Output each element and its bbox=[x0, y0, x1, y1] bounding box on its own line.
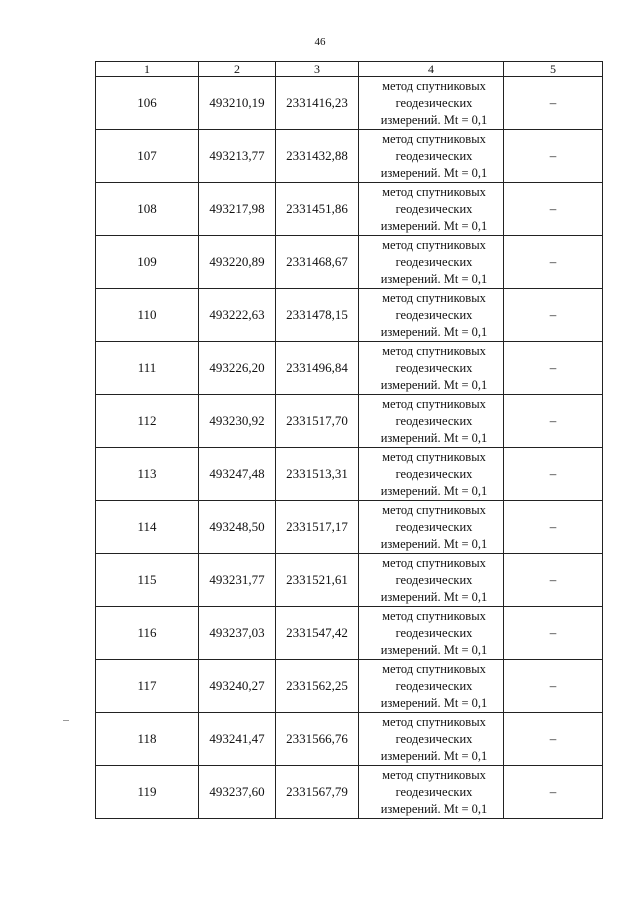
x-coordinate-cell: 493237,03 bbox=[199, 607, 276, 660]
method-cell bbox=[359, 448, 504, 501]
note-cell: – bbox=[504, 501, 603, 554]
method-line: метод спутниковых bbox=[382, 502, 486, 517]
method-cell bbox=[359, 183, 504, 236]
method-line: измерений. Mt = 0,1 bbox=[380, 271, 488, 286]
method-line: измерений. Mt = 0,1 bbox=[380, 165, 488, 180]
x-coordinate-cell: 493210,19 bbox=[199, 77, 276, 130]
point-number-cell: 114 bbox=[96, 501, 199, 554]
note-cell: – bbox=[504, 607, 603, 660]
method-line: геодезических bbox=[395, 678, 473, 693]
method-cell bbox=[359, 77, 504, 130]
method-line: метод спутниковых bbox=[382, 290, 486, 305]
note-cell: – bbox=[504, 554, 603, 607]
method-line: метод спутниковых bbox=[382, 555, 486, 570]
method-line: метод спутниковых bbox=[382, 396, 486, 411]
method-cell bbox=[359, 766, 504, 819]
point-number-cell: 116 bbox=[96, 607, 199, 660]
method-line: измерений. Mt = 0,1 bbox=[380, 324, 488, 339]
x-coordinate-cell: 493231,77 bbox=[199, 554, 276, 607]
method-line: измерений. Mt = 0,1 bbox=[380, 695, 488, 710]
note-cell: – bbox=[504, 130, 603, 183]
method-line: измерений. Mt = 0,1 bbox=[380, 642, 488, 657]
note-cell: – bbox=[504, 183, 603, 236]
point-number-cell: 109 bbox=[96, 236, 199, 289]
method-line: метод спутниковых bbox=[382, 608, 486, 623]
method-line: измерений. Mt = 0,1 bbox=[380, 112, 488, 127]
x-coordinate-cell: 493222,63 bbox=[199, 289, 276, 342]
table-row bbox=[96, 766, 603, 819]
point-number-cell: 115 bbox=[96, 554, 199, 607]
y-coordinate-cell: 2331451,86 bbox=[276, 183, 359, 236]
y-coordinate-cell: 2331496,84 bbox=[276, 342, 359, 395]
method-line: метод спутниковых bbox=[382, 237, 486, 252]
method-line: геодезических bbox=[395, 625, 473, 640]
method-cell bbox=[359, 607, 504, 660]
table-body bbox=[96, 77, 603, 819]
method-line: измерений. Mt = 0,1 bbox=[380, 536, 488, 551]
table-row bbox=[96, 289, 603, 342]
y-coordinate-cell: 2331547,42 bbox=[276, 607, 359, 660]
method-line: геодезических bbox=[395, 148, 473, 163]
method-line: геодезических bbox=[395, 466, 473, 481]
point-number-cell: 110 bbox=[96, 289, 199, 342]
note-cell: – bbox=[504, 660, 603, 713]
column-header-1: 1 bbox=[96, 62, 199, 77]
x-coordinate-cell: 493230,92 bbox=[199, 395, 276, 448]
point-number-cell: 108 bbox=[96, 183, 199, 236]
method-line: метод спутниковых bbox=[382, 714, 486, 729]
y-coordinate-cell: 2331432,88 bbox=[276, 130, 359, 183]
point-number-cell: 113 bbox=[96, 448, 199, 501]
method-line: геодезических bbox=[395, 572, 473, 587]
x-coordinate-cell: 493248,50 bbox=[199, 501, 276, 554]
point-number-cell: 119 bbox=[96, 766, 199, 819]
table-header-row bbox=[96, 62, 603, 77]
method-line: геодезических bbox=[395, 784, 473, 799]
y-coordinate-cell: 2331521,61 bbox=[276, 554, 359, 607]
method-cell bbox=[359, 236, 504, 289]
page-number: 46 bbox=[314, 36, 326, 48]
method-line: геодезических bbox=[395, 519, 473, 534]
table-row bbox=[96, 236, 603, 289]
table-row bbox=[96, 713, 603, 766]
point-number-cell: 118 bbox=[96, 713, 199, 766]
table-row bbox=[96, 77, 603, 130]
point-number-cell: 111 bbox=[96, 342, 199, 395]
table-row bbox=[96, 501, 603, 554]
x-coordinate-cell: 493237,60 bbox=[199, 766, 276, 819]
column-header-2: 2 bbox=[199, 62, 276, 77]
method-cell bbox=[359, 554, 504, 607]
y-coordinate-cell: 2331566,76 bbox=[276, 713, 359, 766]
x-coordinate-cell: 493217,98 bbox=[199, 183, 276, 236]
method-line: метод спутниковых bbox=[382, 78, 486, 93]
column-header-3: 3 bbox=[276, 62, 359, 77]
method-line: геодезических bbox=[395, 254, 473, 269]
method-line: геодезических bbox=[395, 201, 473, 216]
method-line: геодезических bbox=[395, 413, 473, 428]
method-line: измерений. Mt = 0,1 bbox=[380, 377, 488, 392]
point-number-cell: 106 bbox=[96, 77, 199, 130]
method-cell bbox=[359, 342, 504, 395]
x-coordinate-cell: 493226,20 bbox=[199, 342, 276, 395]
table-row bbox=[96, 130, 603, 183]
x-coordinate-cell: 493240,27 bbox=[199, 660, 276, 713]
note-cell: – bbox=[504, 395, 603, 448]
method-cell bbox=[359, 713, 504, 766]
y-coordinate-cell: 2331468,67 bbox=[276, 236, 359, 289]
method-line: метод спутниковых bbox=[382, 131, 486, 146]
note-cell: – bbox=[504, 236, 603, 289]
method-line: измерений. Mt = 0,1 bbox=[380, 748, 488, 763]
method-line: метод спутниковых bbox=[382, 449, 486, 464]
x-coordinate-cell: 493220,89 bbox=[199, 236, 276, 289]
method-line: метод спутниковых bbox=[382, 343, 486, 358]
point-number-cell: 107 bbox=[96, 130, 199, 183]
table-row bbox=[96, 342, 603, 395]
method-line: измерений. Mt = 0,1 bbox=[380, 589, 488, 604]
margin-mark bbox=[63, 720, 69, 721]
y-coordinate-cell: 2331562,25 bbox=[276, 660, 359, 713]
table-row bbox=[96, 660, 603, 713]
x-coordinate-cell: 493241,47 bbox=[199, 713, 276, 766]
note-cell: – bbox=[504, 448, 603, 501]
coordinates-table bbox=[95, 61, 603, 819]
method-line: метод спутниковых bbox=[382, 184, 486, 199]
method-line: геодезических bbox=[395, 307, 473, 322]
note-cell: – bbox=[504, 77, 603, 130]
column-header-5: 5 bbox=[504, 62, 603, 77]
method-line: геодезических bbox=[395, 360, 473, 375]
y-coordinate-cell: 2331517,70 bbox=[276, 395, 359, 448]
table-row bbox=[96, 448, 603, 501]
x-coordinate-cell: 493247,48 bbox=[199, 448, 276, 501]
method-cell bbox=[359, 130, 504, 183]
x-coordinate-cell: 493213,77 bbox=[199, 130, 276, 183]
method-line: измерений. Mt = 0,1 bbox=[380, 483, 488, 498]
method-line: метод спутниковых bbox=[382, 661, 486, 676]
note-cell: – bbox=[504, 289, 603, 342]
note-cell: – bbox=[504, 713, 603, 766]
method-line: геодезических bbox=[395, 731, 473, 746]
method-cell bbox=[359, 660, 504, 713]
point-number-cell: 112 bbox=[96, 395, 199, 448]
method-cell bbox=[359, 395, 504, 448]
y-coordinate-cell: 2331478,15 bbox=[276, 289, 359, 342]
table-row bbox=[96, 395, 603, 448]
table-row bbox=[96, 183, 603, 236]
y-coordinate-cell: 2331416,23 bbox=[276, 77, 359, 130]
method-line: измерений. Mt = 0,1 bbox=[380, 218, 488, 233]
method-line: метод спутниковых bbox=[382, 767, 486, 782]
method-cell bbox=[359, 501, 504, 554]
table-row bbox=[96, 554, 603, 607]
note-cell: – bbox=[504, 766, 603, 819]
column-header-4: 4 bbox=[359, 62, 504, 77]
method-line: измерений. Mt = 0,1 bbox=[380, 430, 488, 445]
y-coordinate-cell: 2331513,31 bbox=[276, 448, 359, 501]
note-cell: – bbox=[504, 342, 603, 395]
method-line: геодезических bbox=[395, 95, 473, 110]
y-coordinate-cell: 2331517,17 bbox=[276, 501, 359, 554]
y-coordinate-cell: 2331567,79 bbox=[276, 766, 359, 819]
method-line: измерений. Mt = 0,1 bbox=[380, 801, 488, 816]
table-row bbox=[96, 607, 603, 660]
method-cell bbox=[359, 289, 504, 342]
point-number-cell: 117 bbox=[96, 660, 199, 713]
